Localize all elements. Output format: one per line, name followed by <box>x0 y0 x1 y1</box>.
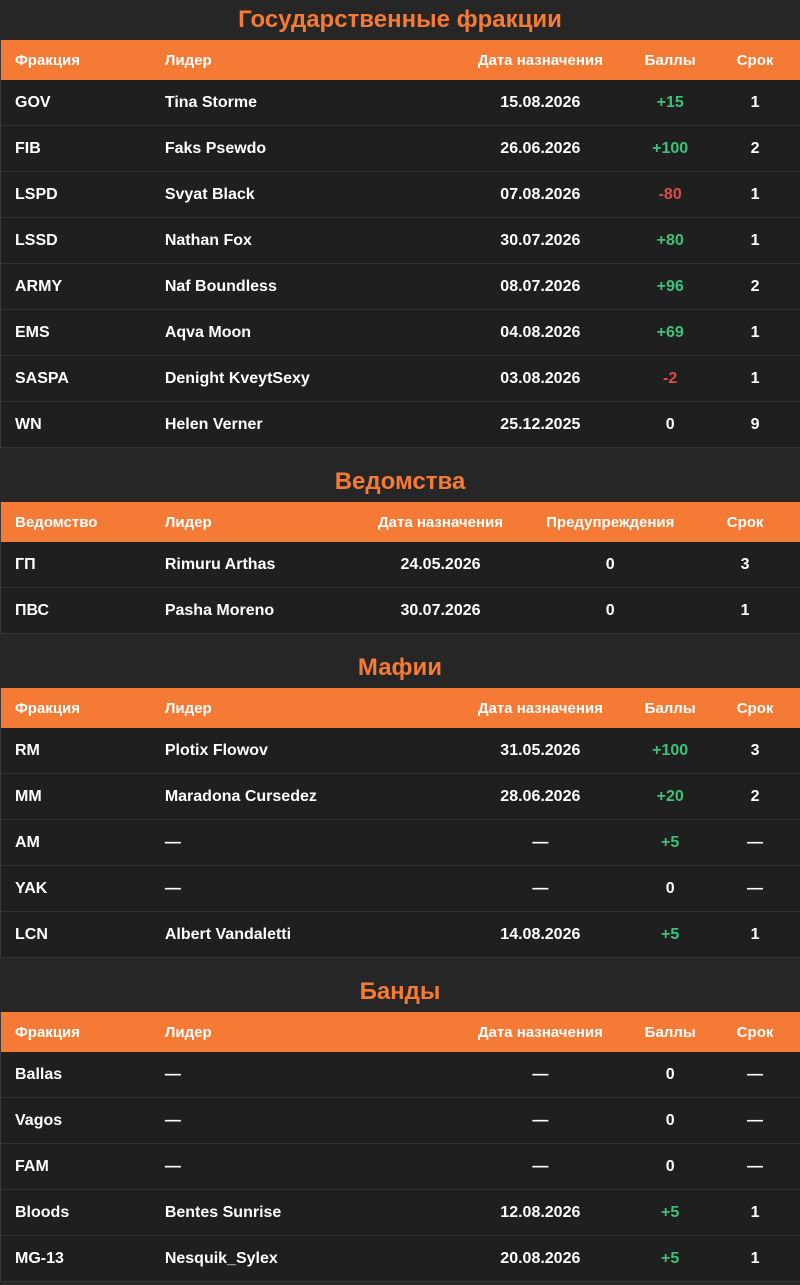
date-cell: 20.08.2026 <box>500 1249 581 1267</box>
header-leader: Лидер <box>164 1023 212 1041</box>
date-cell: 03.08.2026 <box>500 369 581 387</box>
header-leader: Лидер <box>164 513 212 531</box>
faction-cell: RM <box>15 741 40 759</box>
leader-cell: Nathan Fox <box>164 231 252 249</box>
points-cell: 0 <box>665 1065 675 1083</box>
department-cell: ГП <box>15 555 36 573</box>
points-cell: 0 <box>665 1111 675 1129</box>
header-date: Дата назначения <box>477 699 603 717</box>
leader-cell: Rimuru Arthas <box>164 555 276 573</box>
leader-cell: Naf Boundless <box>164 277 277 295</box>
faction-cell: GOV <box>15 93 51 111</box>
date-cell: 28.06.2026 <box>500 787 581 805</box>
leader-cell: Aqva Moon <box>164 323 252 341</box>
term-cell: — <box>747 1111 764 1129</box>
table-row <box>1 774 800 820</box>
table-header <box>1 688 800 728</box>
points-cell: +5 <box>661 833 680 851</box>
term-cell: 3 <box>740 555 750 573</box>
table-row <box>1 126 800 172</box>
faction-cell: SASPA <box>15 369 69 387</box>
date-cell: — <box>532 1065 549 1083</box>
term-cell: 3 <box>750 741 760 759</box>
term-cell: 1 <box>740 601 750 619</box>
term-cell: 1 <box>750 323 760 341</box>
faction-cell: Bloods <box>15 1203 70 1221</box>
points-cell: 0 <box>665 1157 675 1175</box>
leader-cell: — <box>164 879 181 897</box>
leader-cell: Albert Vandaletti <box>164 925 292 943</box>
points-cell: -80 <box>658 185 682 203</box>
header-faction: Фракция <box>15 699 81 717</box>
leader-cell: Nesquik_Sylex <box>164 1249 278 1267</box>
date-cell: — <box>532 1111 549 1129</box>
leader-cell: Faks Psewdo <box>164 139 267 157</box>
table-row <box>1 1144 800 1190</box>
leader-cell: Plotix Flowov <box>164 741 268 759</box>
date-cell: 04.08.2026 <box>500 323 581 341</box>
date-cell: 31.05.2026 <box>500 741 581 759</box>
leader-cell: Denight KveytSexy <box>164 369 310 387</box>
warnings-cell: 0 <box>605 555 615 573</box>
date-cell: 12.08.2026 <box>500 1203 581 1221</box>
points-cell: +20 <box>656 787 684 805</box>
points-cell: +5 <box>661 925 680 943</box>
term-cell: 2 <box>750 139 760 157</box>
points-cell: +5 <box>661 1203 680 1221</box>
header-department: Ведомство <box>15 513 98 531</box>
term-cell: 1 <box>750 369 760 387</box>
points-cell: +5 <box>661 1249 680 1267</box>
leader-cell: Pasha Moreno <box>164 601 275 619</box>
faction-cell: MG-13 <box>15 1249 64 1267</box>
term-cell: 1 <box>750 1249 760 1267</box>
header-points: Баллы <box>644 1023 696 1041</box>
table-row <box>1 218 800 264</box>
term-cell: — <box>747 833 764 851</box>
header-date: Дата назначения <box>477 51 603 69</box>
faction-cell: FIB <box>15 139 41 157</box>
faction-cell: WN <box>15 415 42 433</box>
faction-cell: MM <box>15 787 42 805</box>
points-cell: +15 <box>656 93 684 111</box>
table-row <box>1 264 800 310</box>
header-leader: Лидер <box>164 699 212 717</box>
faction-cell: LCN <box>15 925 48 943</box>
gov-table <box>0 40 800 448</box>
date-cell: — <box>532 1157 549 1175</box>
department-cell: ПВС <box>15 601 49 619</box>
date-cell: 15.08.2026 <box>500 93 581 111</box>
points-cell: +100 <box>652 741 689 759</box>
term-cell: 1 <box>750 185 760 203</box>
table-row <box>1 866 800 912</box>
table-row <box>1 820 800 866</box>
gangs-table <box>0 1012 800 1282</box>
table-row <box>1 1098 800 1144</box>
table-header <box>1 502 800 542</box>
date-cell: 14.08.2026 <box>500 925 581 943</box>
points-cell: +100 <box>652 139 689 157</box>
points-cell: +96 <box>656 277 684 295</box>
leader-cell: — <box>164 1157 181 1175</box>
leader-cell: — <box>164 1111 181 1129</box>
faction-cell: AM <box>15 833 40 851</box>
date-cell: 07.08.2026 <box>500 185 581 203</box>
faction-cell: FAM <box>15 1157 49 1175</box>
leader-cell: Svyat Black <box>164 185 255 203</box>
table-row <box>1 542 800 588</box>
table-row <box>1 310 800 356</box>
header-faction: Фракция <box>15 51 81 69</box>
leader-cell: — <box>164 1065 181 1083</box>
header-date: Дата назначения <box>377 513 503 531</box>
date-cell: 30.07.2026 <box>400 601 481 619</box>
term-cell: 1 <box>750 1203 760 1221</box>
table-row <box>1 1052 800 1098</box>
table-row <box>1 912 800 958</box>
term-cell: 2 <box>750 787 760 805</box>
date-cell: 08.07.2026 <box>500 277 581 295</box>
header-term: Срок <box>726 513 764 531</box>
term-cell: — <box>747 879 764 897</box>
date-cell: 25.12.2025 <box>500 415 581 433</box>
leader-cell: Maradona Cursedez <box>164 787 317 805</box>
date-cell: — <box>532 833 549 851</box>
table-row <box>1 172 800 218</box>
header-date: Дата назначения <box>477 1023 603 1041</box>
table-row <box>1 1190 800 1236</box>
header-term: Срок <box>736 51 774 69</box>
header-points: Баллы <box>644 51 696 69</box>
table-row <box>1 356 800 402</box>
table-row <box>1 1236 800 1282</box>
mafia-table <box>0 688 800 958</box>
header-leader: Лидер <box>164 51 212 69</box>
header-term: Срок <box>736 1023 774 1041</box>
warnings-cell: 0 <box>605 601 615 619</box>
leader-cell: Bentes Sunrise <box>164 1203 282 1221</box>
header-faction: Фракция <box>15 1023 81 1041</box>
term-cell: 2 <box>750 277 760 295</box>
header-points: Баллы <box>644 699 696 717</box>
faction-cell: LSPD <box>15 185 58 203</box>
departments-table <box>0 502 800 634</box>
points-cell: -2 <box>663 369 678 387</box>
term-cell: 1 <box>750 231 760 249</box>
leader-cell: Tina Storme <box>164 93 257 111</box>
table-row <box>1 728 800 774</box>
table-row <box>1 402 800 448</box>
faction-cell: LSSD <box>15 231 58 249</box>
faction-cell: Vagos <box>15 1111 63 1129</box>
term-cell: 1 <box>750 93 760 111</box>
gov-section-title: Государственные фракции <box>238 6 562 33</box>
departments-section-title: Ведомства <box>334 468 466 495</box>
faction-cell: YAK <box>15 879 48 897</box>
date-cell: 30.07.2026 <box>500 231 581 249</box>
header-warnings: Предупреждения <box>546 513 675 531</box>
faction-cell: EMS <box>15 323 50 341</box>
gangs-section-title: Банды <box>359 978 441 1005</box>
term-cell: 1 <box>750 925 760 943</box>
leader-cell: — <box>164 833 181 851</box>
header-term: Срок <box>736 699 774 717</box>
term-cell: — <box>747 1157 764 1175</box>
date-cell: — <box>532 879 549 897</box>
term-cell: 9 <box>750 415 760 433</box>
term-cell: — <box>747 1065 764 1083</box>
points-cell: 0 <box>665 415 675 433</box>
table-row <box>1 80 800 126</box>
mafia-section-title: Мафии <box>357 654 443 681</box>
leader-cell: Helen Verner <box>164 415 263 433</box>
points-cell: +80 <box>656 231 684 249</box>
date-cell: 24.05.2026 <box>400 555 481 573</box>
table-header <box>1 40 800 80</box>
date-cell: 26.06.2026 <box>500 139 581 157</box>
table-row <box>1 588 800 634</box>
table-header <box>1 1012 800 1052</box>
points-cell: 0 <box>665 879 675 897</box>
points-cell: +69 <box>656 323 684 341</box>
faction-cell: ARMY <box>15 277 63 295</box>
faction-cell: Ballas <box>15 1065 63 1083</box>
